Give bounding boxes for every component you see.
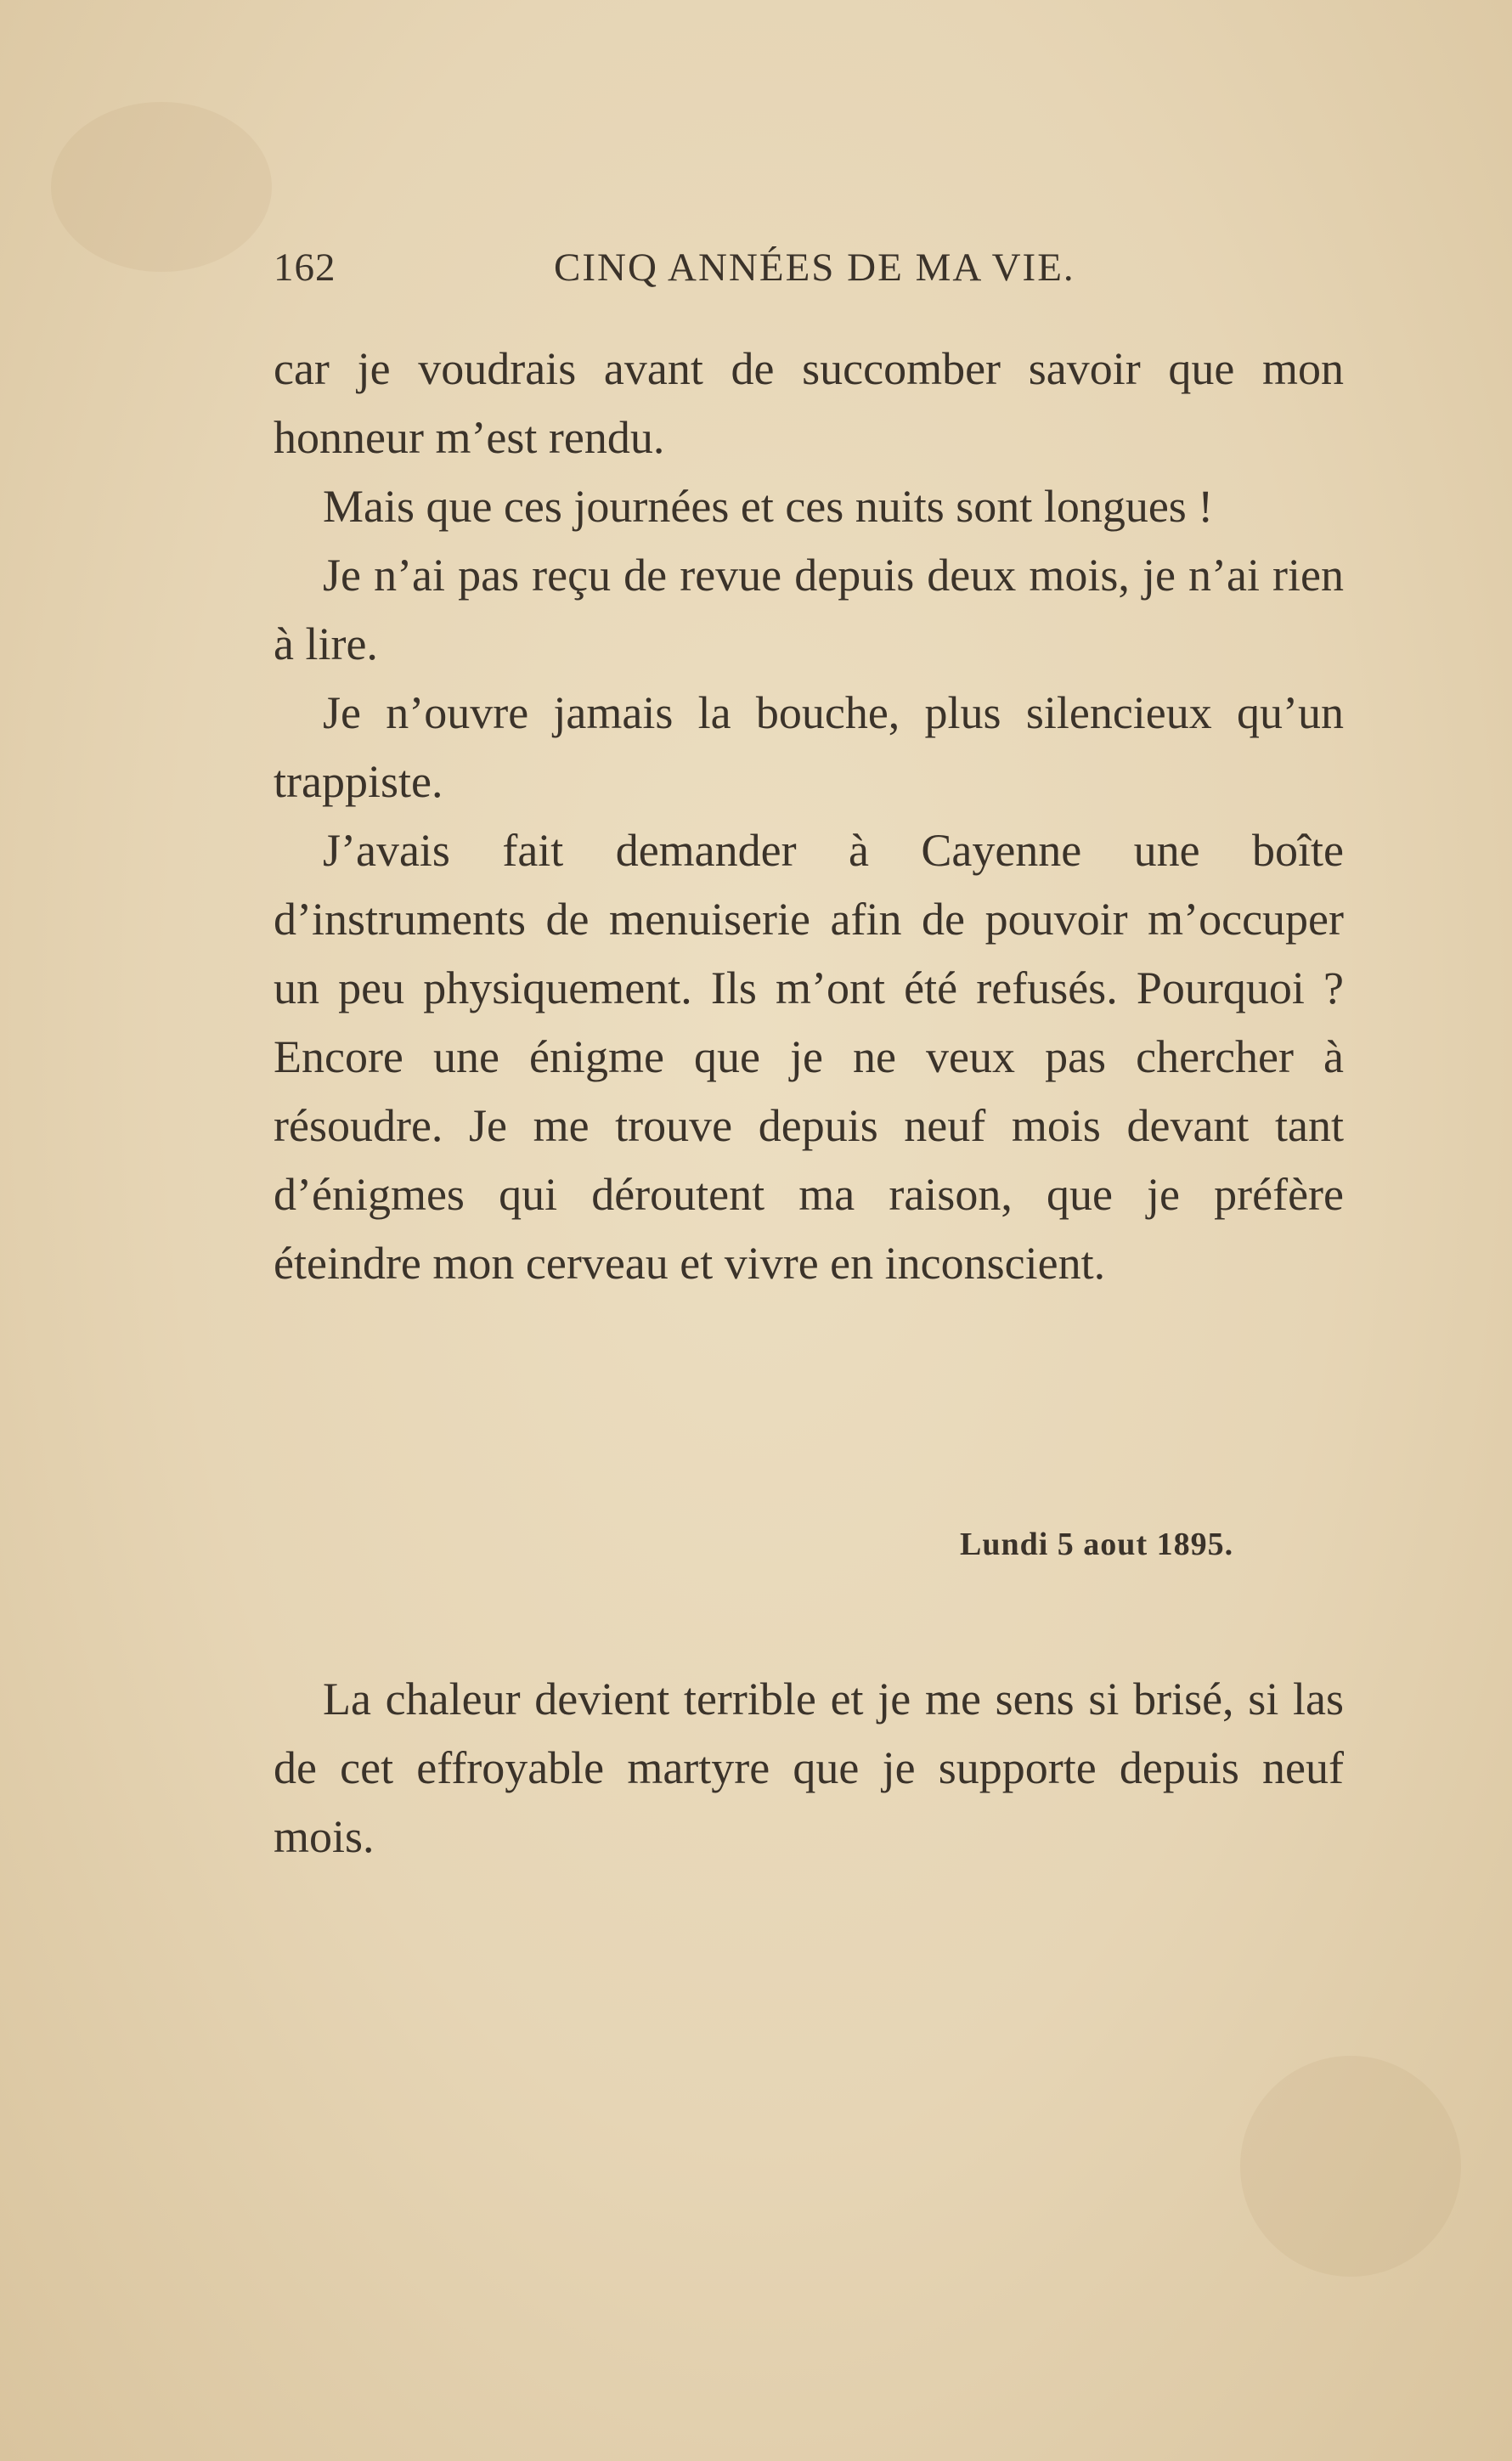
- paper-stain: [1240, 2056, 1461, 2277]
- running-title: CINQ ANNÉES DE MA VIE.: [554, 246, 1075, 290]
- paragraph: Mais que ces journées et ces nuits sont longues !: [323, 481, 1214, 532]
- body-text: [274, 335, 1344, 1298]
- paragraph: Je n’ouvre jamais la bouche, plus silencieux qu’un trappiste.: [274, 687, 1344, 807]
- dateline: Lundi 5 aout 1895.: [960, 1527, 1234, 1562]
- final-text: [274, 1665, 1344, 1871]
- page-header: [274, 245, 1344, 306]
- paragraph: J’avais fait demander à Cayenne une boîte d’instruments de menuiserie afin de pouvoir m’occuper un peu physiquement. Ils m’ont été refusés. Pourquoi ? Encore une énigme que je ne veux pas chercher à résoudre. Je me trouve depuis neuf mois devant tant d’énigmes qui déroutent ma raison, que je préfère éteindre mon cerveau et vivre en inconscient.: [274, 825, 1344, 1289]
- page-number: 162: [274, 246, 336, 290]
- paper-stain: [51, 102, 272, 272]
- paragraph: La chaleur devient terrible et je me sens si brisé, si las de cet effroyable martyre que je supporte depuis neuf mois.: [274, 1674, 1344, 1862]
- paragraph: Je n’ai pas reçu de revue depuis deux mois, je n’ai rien à lire.: [274, 550, 1344, 669]
- paragraph-continuation: car je voudrais avant de succomber savoir que mon honneur m’est rendu.: [274, 343, 1344, 463]
